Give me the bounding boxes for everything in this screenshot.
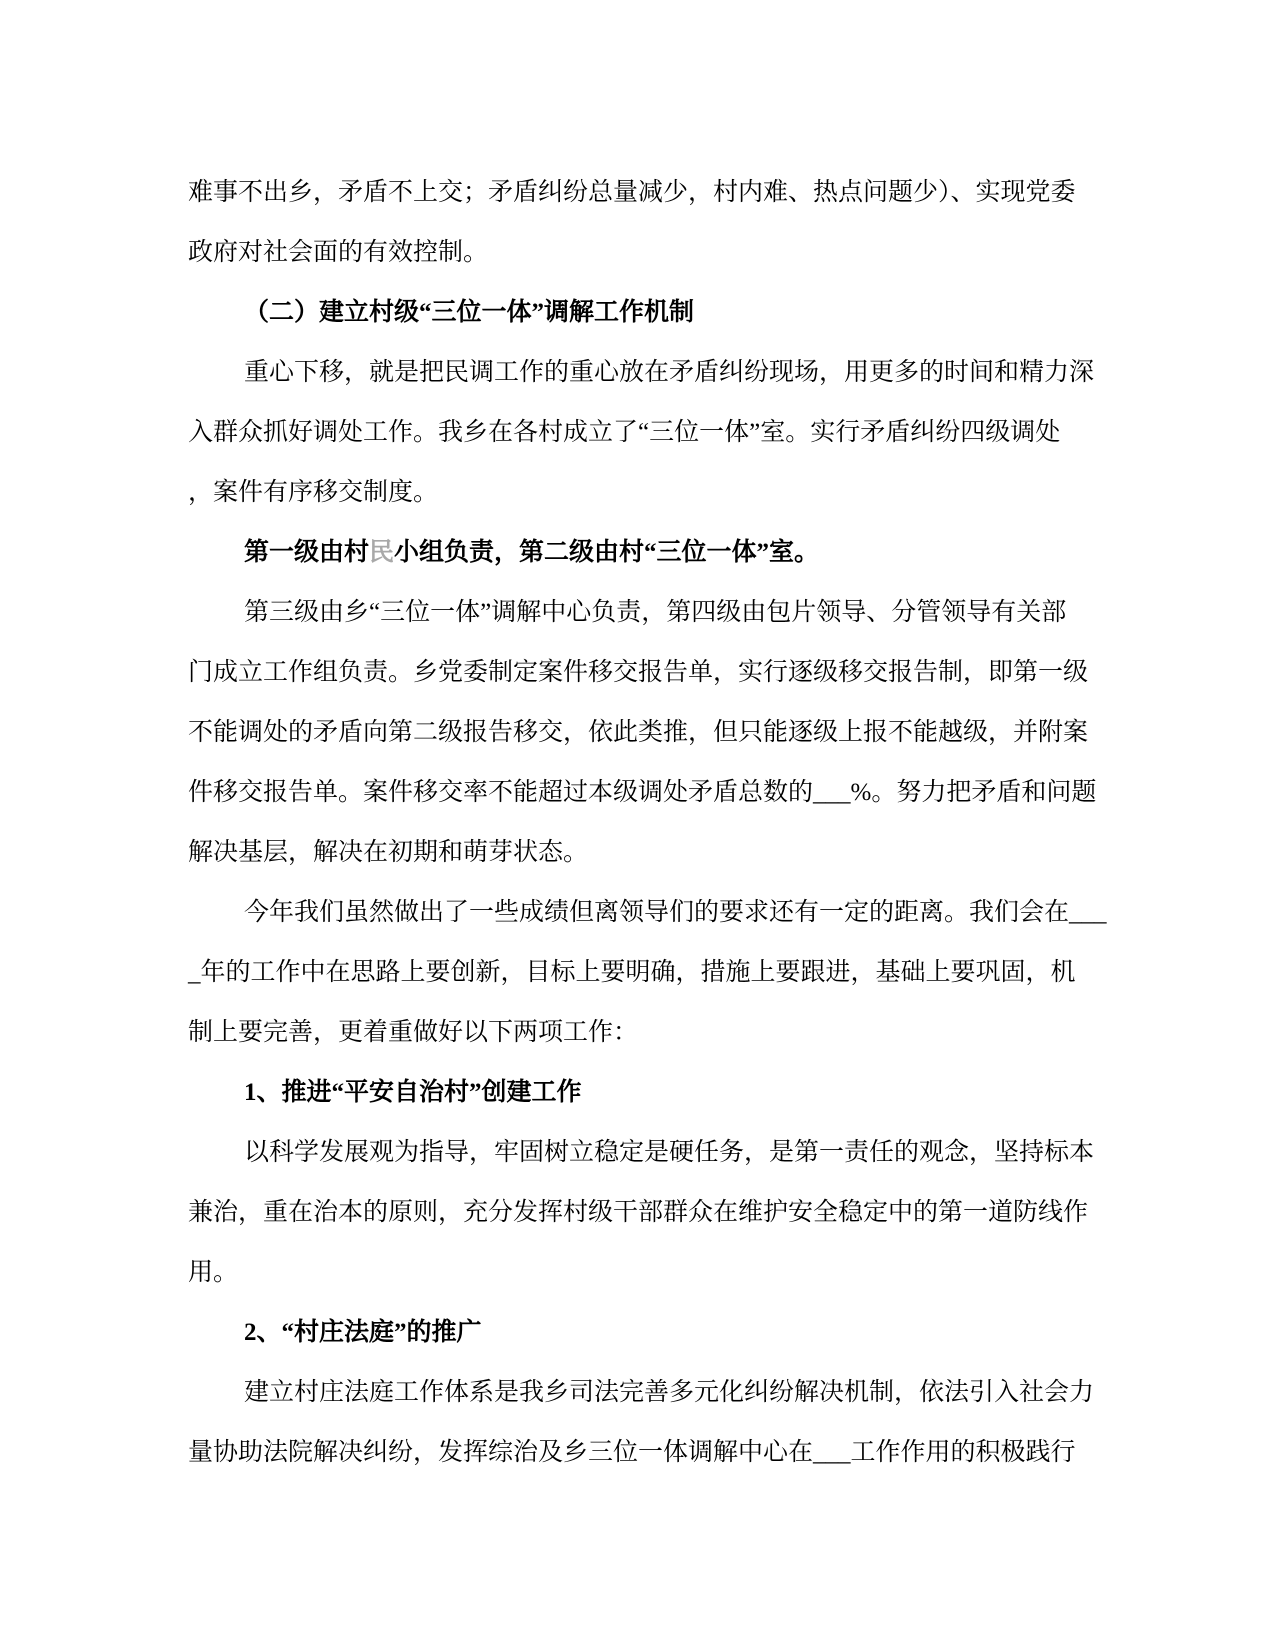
paragraph-line: ，案件有序移交制度。	[188, 479, 439, 506]
paragraph-line: 量协助法院解决纠纷，发挥综治及乡三位一体调解中心在___工作作用的积极践行	[188, 1439, 1076, 1466]
paragraph-line: 件移交报告单。案件移交率不能超过本级调处矛盾总数的___%。努力把矛盾和问题	[188, 779, 1097, 806]
paragraph-line: 以科学发展观为指导，牢固树立稳定是硬任务，是第一责任的观念，坚持标本	[244, 1139, 1095, 1166]
paragraph-line: 重心下移，就是把民调工作的重心放在矛盾纠纷现场，用更多的时间和精力深	[244, 359, 1095, 386]
paragraph-line: 用。	[188, 1259, 239, 1286]
section-heading-item-1: 1、推进“平安自治村”创建工作	[244, 1079, 582, 1106]
paragraph-line: 第三级由乡“三位一体”调解中心负责，第四级由包片领导、分管领导有关部	[244, 599, 1067, 626]
paragraph-line: 制上要完善，更着重做好以下两项工作：	[188, 1019, 639, 1046]
faded-character: 民	[369, 539, 395, 566]
paragraph-line: 门成立工作组负责。乡党委制定案件移交报告单，实行逐级移交报告制，即第一级	[188, 659, 1089, 686]
heading-first-second-level	[188, 523, 1090, 583]
heading-text-segment: 第一级由村	[244, 539, 370, 566]
paragraph-line: 入群众抓好调处工作。我乡在各村成立了“三位一体”室。实行矛盾纠纷四级调处	[188, 419, 1061, 446]
paragraph-line: 今年我们虽然做出了一些成绩但离领导们的要求还有一定的距离。我们会在___	[244, 899, 1107, 926]
paragraph-line: 难事不出乡，矛盾不上交；矛盾纠纷总量减少，村内难、热点问题少）、实现党委	[188, 179, 1076, 206]
paragraph-line: 解决基层，解决在初期和萌芽状态。	[188, 839, 589, 866]
document-body	[188, 163, 1107, 1483]
section-heading-item-2: 2、“村庄法庭”的推广	[244, 1319, 482, 1346]
paragraph-line: _年的工作中在思路上要创新，目标上要明确，措施上要跟进，基础上要巩固，机	[188, 959, 1076, 986]
paragraph-line: 建立村庄法庭工作体系是我乡司法完善多元化纠纷解决机制，依法引入社会力	[244, 1379, 1095, 1406]
heading-text-segment: 小组负责，第二级由村“三位一体”室。	[394, 539, 820, 566]
section-heading-2: （二）建立村级“三位一体”调解工作机制	[244, 299, 695, 326]
paragraph-line: 不能调处的矛盾向第二级报告移交，依此类推，但只能逐级上报不能越级，并附案	[188, 719, 1089, 746]
paragraph-line: 政府对社会面的有效控制。	[188, 239, 489, 266]
paragraph-line: 兼治，重在治本的原则，充分发挥村级干部群众在维护安全稳定中的第一道防线作	[188, 1199, 1089, 1226]
